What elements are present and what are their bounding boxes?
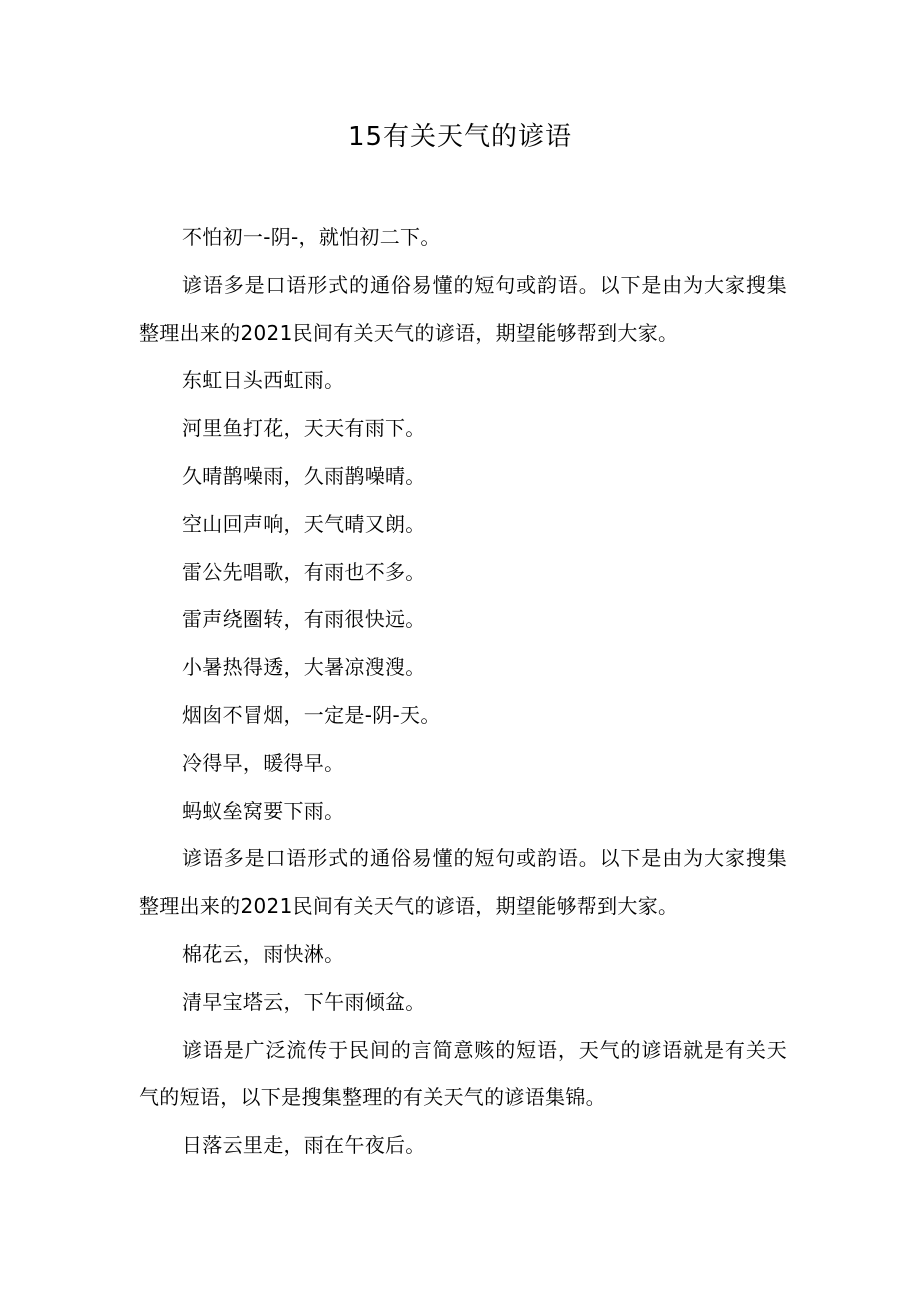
paragraph-17: 日落云里走，雨在午夜后。 <box>182 1133 426 1158</box>
paragraph-16: 谚语是广泛流传于民间的言简意赅的短语，天气的谚语就是有关天气的短语，以下是搜集整理的有关天气的谚语集锦。 <box>139 1037 787 1110</box>
paragraph-2: 谚语多是口语形式的通俗易懂的短句或韵语。以下是由为大家搜集整理出来的2021民间有关天气的谚语，期望能够帮到大家。 <box>139 272 787 345</box>
paragraph-9: 小暑热得透，大暑凉溲溲。 <box>182 655 426 680</box>
paragraph-11: 冷得早，暖得早。 <box>182 750 345 775</box>
paragraph-1: 不怕初一-阴-，就怕初二下。 <box>182 225 441 249</box>
paragraph-5: 久晴鹊噪雨，久雨鹊噪晴。 <box>182 463 426 488</box>
paragraph-7: 雷公先唱歌，有雨也不多。 <box>182 559 426 584</box>
paragraph-10: 烟囱不冒烟，一定是-阴-天。 <box>182 702 441 727</box>
paragraph-12: 蚂蚁垒窝要下雨。 <box>182 798 345 823</box>
paragraph-13: 谚语多是口语形式的通俗易懂的短句或韵语。以下是由为大家搜集整理出来的2021民间有关天气的谚语，期望能够帮到大家。 <box>139 846 787 919</box>
paragraph-4: 河里鱼打花，天天有雨下。 <box>182 416 426 441</box>
paragraph-15: 清早宝塔云，下午雨倾盆。 <box>182 989 426 1014</box>
document-body <box>139 214 787 1170</box>
paragraph-6: 空山回声响，天气晴又朗。 <box>182 511 426 536</box>
paragraph-8: 雷声绕圈转，有雨很快远。 <box>182 607 426 632</box>
paragraph-14: 棉花云，雨快淋。 <box>182 941 345 966</box>
document-title: 15有关天气的谚语 <box>347 122 573 152</box>
paragraph-3: 东虹日头西虹雨。 <box>182 368 345 393</box>
